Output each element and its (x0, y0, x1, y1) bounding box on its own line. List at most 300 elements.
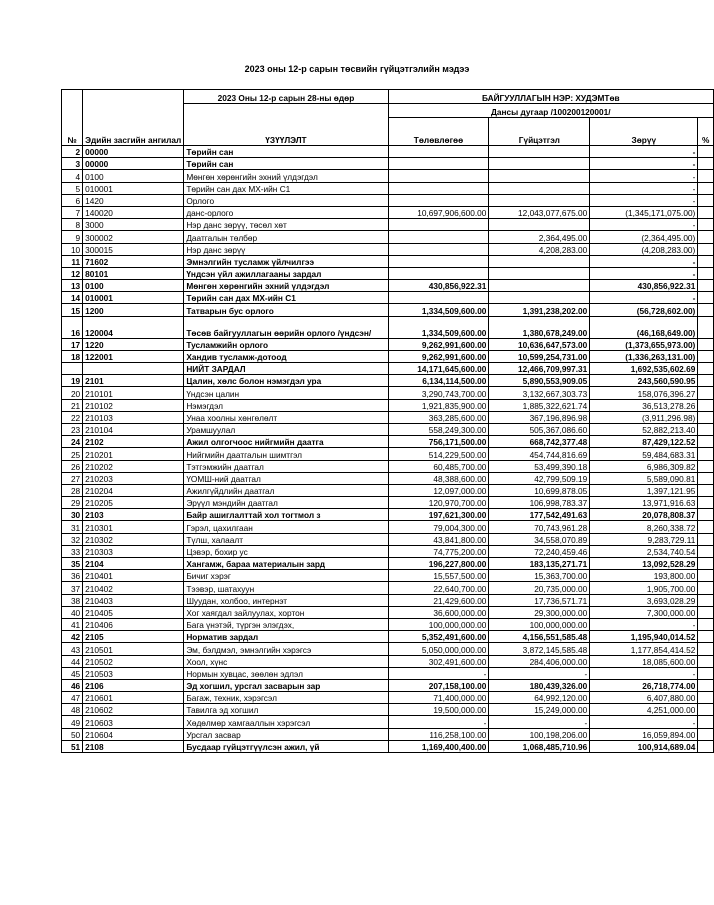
row-pct (698, 411, 714, 423)
row-pct (698, 170, 714, 182)
row-diff: (2,364,495.00) (590, 231, 698, 243)
row-code: 122001 (83, 350, 184, 362)
row-code: 140020 (83, 206, 184, 218)
table-row (62, 484, 714, 496)
row-plan: 71,400,000.00 (388, 692, 489, 704)
row-code: 120004 (83, 316, 184, 338)
row-number: 8 (62, 219, 83, 231)
row-actual: 10,636,647,573.00 (489, 338, 590, 350)
row-number: 38 (62, 594, 83, 606)
row-plan: 197,621,300.00 (388, 509, 489, 521)
row-diff: 6,986,309.82 (590, 460, 698, 472)
row-actual: 3,132,667,303.73 (489, 387, 590, 399)
row-number: 31 (62, 521, 83, 533)
row-code: 00000 (83, 146, 184, 158)
row-name: Үндсэн үйл ажиллагааны зардал (184, 267, 388, 279)
table-row (62, 594, 714, 606)
row-number: 32 (62, 533, 83, 545)
row-pct (698, 631, 714, 643)
row-actual (489, 267, 590, 279)
row-pct (698, 667, 714, 679)
row-plan: 43,841,800.00 (388, 533, 489, 545)
row-number: 19 (62, 375, 83, 387)
row-number: 10 (62, 243, 83, 255)
row-name: Татварын бус орлого (184, 304, 388, 316)
row-name: Нормын хувцас, зөөлөн эдлэл (184, 667, 388, 679)
row-pct (698, 375, 714, 387)
row-diff: - (590, 267, 698, 279)
row-actual: - (489, 667, 590, 679)
row-diff: 100,914,689.04 (590, 740, 698, 752)
row-diff: - (590, 194, 698, 206)
row-diff: - (590, 667, 698, 679)
table-row (62, 545, 714, 557)
row-plan: 74,775,200.00 (388, 545, 489, 557)
table-row (62, 606, 714, 618)
row-pct (698, 716, 714, 728)
row-diff: 36,513,278.26 (590, 399, 698, 411)
row-code: 210403 (83, 594, 184, 606)
row-actual: 42,799,509.19 (489, 472, 590, 484)
row-code: 210406 (83, 618, 184, 630)
row-name: Эд хогшил, урсгал засварын зар (184, 679, 388, 691)
table-row (62, 255, 714, 267)
row-actual (489, 280, 590, 292)
header-actual: Гүйцэтгэл (489, 118, 590, 146)
row-number: 37 (62, 582, 83, 594)
header-org: БАЙГУУЛЛАГЫН НЭР: ХУДЭМТөв (388, 90, 713, 104)
row-name: Ажил олгогчоос нийгмийн даатга (184, 436, 388, 448)
row-code: 210205 (83, 497, 184, 509)
row-code: 2104 (83, 558, 184, 570)
row-number: 28 (62, 484, 83, 496)
table-row (62, 692, 714, 704)
row-actual: 668,742,377.48 (489, 436, 590, 448)
row-number: 30 (62, 509, 83, 521)
table-row (62, 497, 714, 509)
row-code: 2106 (83, 679, 184, 691)
row-name: Тусламжийн орлого (184, 338, 388, 350)
row-pct (698, 436, 714, 448)
row-diff: 1,397,121.95 (590, 484, 698, 496)
row-pct (698, 704, 714, 716)
row-number: 43 (62, 643, 83, 655)
row-diff: 87,429,122.52 (590, 436, 698, 448)
row-code: 210503 (83, 667, 184, 679)
header-plan: Төлөвлөгөө (388, 118, 489, 146)
header-diff: Зөрүү (590, 118, 698, 146)
row-plan: - (388, 667, 489, 679)
row-actual: 106,998,783.37 (489, 497, 590, 509)
row-pct (698, 158, 714, 170)
table-row (62, 231, 714, 243)
row-code: 210101 (83, 387, 184, 399)
table-row (62, 460, 714, 472)
row-name: Түлш, халаалт (184, 533, 388, 545)
row-diff: 16,059,894.00 (590, 728, 698, 740)
row-pct (698, 643, 714, 655)
row-diff: (4,208,283.00) (590, 243, 698, 255)
table-row (62, 267, 714, 279)
row-diff: 4,251,000.00 (590, 704, 698, 716)
row-code: 210104 (83, 423, 184, 435)
header-no: № (62, 90, 83, 146)
row-plan (388, 146, 489, 158)
row-number: 24 (62, 436, 83, 448)
row-code: 010001 (83, 182, 184, 194)
row-pct (698, 387, 714, 399)
row-pct (698, 206, 714, 218)
table-row (62, 448, 714, 460)
row-actual: 177,542,491.63 (489, 509, 590, 521)
row-code: 210203 (83, 472, 184, 484)
row-number: 26 (62, 460, 83, 472)
row-code: 210204 (83, 484, 184, 496)
row-code: 1200 (83, 304, 184, 316)
row-pct (698, 399, 714, 411)
row-plan: - (388, 716, 489, 728)
row-code (83, 363, 184, 375)
row-code: 210103 (83, 411, 184, 423)
row-actual: 183,135,271.71 (489, 558, 590, 570)
row-actual (489, 194, 590, 206)
row-pct (698, 231, 714, 243)
row-number: 18 (62, 350, 83, 362)
row-name: Багаж, техник, хэрэгсэл (184, 692, 388, 704)
row-number: 47 (62, 692, 83, 704)
row-pct (698, 350, 714, 362)
row-plan: 116,258,100.00 (388, 728, 489, 740)
row-plan: 60,485,700.00 (388, 460, 489, 472)
row-code: 0100 (83, 170, 184, 182)
table-row (62, 533, 714, 545)
row-name: Тээвэр, шатахуун (184, 582, 388, 594)
row-plan (388, 231, 489, 243)
row-plan (388, 194, 489, 206)
table-row (62, 509, 714, 521)
table-row (62, 158, 714, 170)
row-plan: 1,921,835,900.00 (388, 399, 489, 411)
row-diff: - (590, 716, 698, 728)
row-name: Төрийн сан дах МХ-ийн С1 (184, 292, 388, 304)
row-actual: 72,240,459.46 (489, 545, 590, 557)
row-pct (698, 219, 714, 231)
table-row (62, 740, 714, 752)
table-row (62, 387, 714, 399)
row-name: НИЙТ ЗАРДАЛ (184, 363, 388, 375)
row-code: 210501 (83, 643, 184, 655)
row-pct (698, 582, 714, 594)
row-plan: 756,171,500.00 (388, 436, 489, 448)
row-actual (489, 158, 590, 170)
row-diff: 13,971,916.63 (590, 497, 698, 509)
row-plan: 79,004,300.00 (388, 521, 489, 533)
row-name: Төрийн сан дах МХ-ийн С1 (184, 182, 388, 194)
row-pct (698, 267, 714, 279)
table-row (62, 375, 714, 387)
header-indicator: ҮЗҮҮЛЭЛТ (184, 104, 388, 146)
table-row (62, 350, 714, 362)
row-plan: 36,600,000.00 (388, 606, 489, 618)
row-pct (698, 533, 714, 545)
table-row (62, 316, 714, 338)
row-plan: 12,097,000.00 (388, 484, 489, 496)
row-code: 210201 (83, 448, 184, 460)
row-name: Гэрэл, цахилгаан (184, 521, 388, 533)
table-row (62, 631, 714, 643)
row-diff: 52,882,213.40 (590, 423, 698, 435)
row-code: 2102 (83, 436, 184, 448)
row-actual: 15,363,700.00 (489, 570, 590, 582)
row-name: Тэтгэмжийн даатгал (184, 460, 388, 472)
row-pct (698, 255, 714, 267)
row-name: Хог хаягдал зайлуулах, хортон (184, 606, 388, 618)
row-plan (388, 182, 489, 194)
row-pct (698, 679, 714, 691)
table-row (62, 411, 714, 423)
row-pct (698, 243, 714, 255)
row-number: 20 (62, 387, 83, 399)
header-date: 2023 Оны 12-р сарын 28-ны өдөр (184, 90, 388, 104)
row-actual: 4,156,551,585.48 (489, 631, 590, 643)
row-pct (698, 472, 714, 484)
row-code: 2105 (83, 631, 184, 643)
row-plan: 5,352,491,600.00 (388, 631, 489, 643)
row-plan: 14,171,645,600.00 (388, 363, 489, 375)
row-plan: 120,970,700.00 (388, 497, 489, 509)
row-code: 1420 (83, 194, 184, 206)
row-plan (388, 219, 489, 231)
row-code: 300015 (83, 243, 184, 255)
table-row (62, 423, 714, 435)
row-plan: 207,158,100.00 (388, 679, 489, 691)
row-diff: 9,283,729.11 (590, 533, 698, 545)
row-number: 23 (62, 423, 83, 435)
row-code: 300002 (83, 231, 184, 243)
table-row (62, 436, 714, 448)
row-diff: (46,168,649.00) (590, 316, 698, 338)
row-name: Мөнгөн хөрөнгийн эхний үлдэгдэл (184, 280, 388, 292)
row-actual: 64,992,120.00 (489, 692, 590, 704)
table-row (62, 146, 714, 158)
table-row (62, 618, 714, 630)
row-number: 6 (62, 194, 83, 206)
row-actual: 3,872,145,585.48 (489, 643, 590, 655)
row-diff: 1,905,700.00 (590, 582, 698, 594)
row-actual: 4,208,283.00 (489, 243, 590, 255)
table-row (62, 716, 714, 728)
table-row (62, 570, 714, 582)
report-title: 2023 оны 12-р сарын төсвийн гүйцэтгэлийн мэдээ (244, 64, 470, 74)
row-number: 41 (62, 618, 83, 630)
row-diff: - (590, 158, 698, 170)
row-plan: 302,491,600.00 (388, 655, 489, 667)
row-code: 1220 (83, 338, 184, 350)
row-plan (388, 170, 489, 182)
row-number: 49 (62, 716, 83, 728)
table-row (62, 399, 714, 411)
row-number: 51 (62, 740, 83, 752)
row-number: 21 (62, 399, 83, 411)
row-pct (698, 740, 714, 752)
row-plan: 22,640,700.00 (388, 582, 489, 594)
header-pct: % (698, 118, 714, 146)
table-row (62, 679, 714, 691)
row-number: 3 (62, 158, 83, 170)
table-row (62, 704, 714, 716)
row-actual: 100,000,000.00 (489, 618, 590, 630)
row-plan: 1,169,400,400.00 (388, 740, 489, 752)
row-name: Төсөв байгууллагын өөрийн орлого /үндсэн/ (184, 316, 388, 338)
row-plan (388, 267, 489, 279)
row-actual: 20,735,000.00 (489, 582, 590, 594)
row-plan: 196,227,800.00 (388, 558, 489, 570)
row-number: 40 (62, 606, 83, 618)
row-diff: 193,800.00 (590, 570, 698, 582)
row-actual: 1,885,322,621.74 (489, 399, 590, 411)
row-actual: 1,068,485,710.96 (489, 740, 590, 752)
row-number: 29 (62, 497, 83, 509)
row-code: 210601 (83, 692, 184, 704)
row-plan: 430,856,922.31 (388, 280, 489, 292)
row-pct (698, 304, 714, 316)
row-pct (698, 728, 714, 740)
row-diff: 158,076,396.27 (590, 387, 698, 399)
row-code: 210603 (83, 716, 184, 728)
row-diff: (1,345,171,075.00) (590, 206, 698, 218)
row-pct (698, 194, 714, 206)
row-name: Шуудан, холбоо, интернэт (184, 594, 388, 606)
row-name: Цэвэр, бохир ус (184, 545, 388, 557)
row-number: 48 (62, 704, 83, 716)
row-plan: 363,285,600.00 (388, 411, 489, 423)
row-actual (489, 292, 590, 304)
row-code: 210401 (83, 570, 184, 582)
row-pct (698, 363, 714, 375)
row-diff: - (590, 255, 698, 267)
row-actual: 454,744,816.69 (489, 448, 590, 460)
row-plan: 3,290,743,700.00 (388, 387, 489, 399)
row-name: Норматив зардал (184, 631, 388, 643)
row-actual: 505,367,086.60 (489, 423, 590, 435)
table-row (62, 292, 714, 304)
row-pct (698, 545, 714, 557)
row-plan: 19,500,000.00 (388, 704, 489, 716)
row-number: 11 (62, 255, 83, 267)
row-pct (698, 280, 714, 292)
row-name: Унаа хоолны хөнгөлөлт (184, 411, 388, 423)
row-code: 3000 (83, 219, 184, 231)
row-diff: 8,260,338.72 (590, 521, 698, 533)
row-number: 16 (62, 316, 83, 338)
row-pct (698, 316, 714, 338)
row-number: 12 (62, 267, 83, 279)
row-actual: 12,043,077,675.00 (489, 206, 590, 218)
row-number: 25 (62, 448, 83, 460)
row-number: 2 (62, 146, 83, 158)
row-diff: - (590, 170, 698, 182)
row-diff: - (590, 146, 698, 158)
row-diff: - (590, 292, 698, 304)
row-plan: 6,134,114,500.00 (388, 375, 489, 387)
row-name: Тавилга эд хогшил (184, 704, 388, 716)
row-plan: 15,557,500.00 (388, 570, 489, 582)
row-actual: 15,249,000.00 (489, 704, 590, 716)
row-name: Төрийн сан (184, 146, 388, 158)
row-code: 210303 (83, 545, 184, 557)
row-diff: 18,085,600.00 (590, 655, 698, 667)
row-actual (489, 219, 590, 231)
row-code: 2108 (83, 740, 184, 752)
row-actual: 10,599,254,731.00 (489, 350, 590, 362)
row-number: 7 (62, 206, 83, 218)
row-number: 36 (62, 570, 83, 582)
row-number: 44 (62, 655, 83, 667)
row-diff: - (590, 618, 698, 630)
row-diff: (56,728,602.00) (590, 304, 698, 316)
row-diff: 7,300,000.00 (590, 606, 698, 618)
header-code: Эдийн засгийн ангилал (83, 90, 184, 146)
row-pct (698, 570, 714, 582)
row-pct (698, 338, 714, 350)
row-code: 210402 (83, 582, 184, 594)
row-actual: 53,499,390.18 (489, 460, 590, 472)
budget-table (61, 89, 714, 753)
row-actual: 367,196,896.98 (489, 411, 590, 423)
row-plan: 100,000,000.00 (388, 618, 489, 630)
row-pct (698, 618, 714, 630)
row-name: Нэр данс зөрүү, төсөл хөт (184, 219, 388, 231)
row-number: 15 (62, 304, 83, 316)
row-actual: 100,198,206.00 (489, 728, 590, 740)
row-name: Эм, бэлдмэл, эмнэлгийн хэрэгсэ (184, 643, 388, 655)
row-pct (698, 484, 714, 496)
row-actual (489, 170, 590, 182)
row-name: Эрүүл мэндийн даатгал (184, 497, 388, 509)
row-code: 2103 (83, 509, 184, 521)
row-code: 00000 (83, 158, 184, 170)
row-pct (698, 692, 714, 704)
table-row (62, 219, 714, 231)
row-pct (698, 497, 714, 509)
row-name: Үндсэн цалин (184, 387, 388, 399)
table-row (62, 558, 714, 570)
row-actual (489, 255, 590, 267)
row-plan: 10,697,906,600.00 (388, 206, 489, 218)
row-pct (698, 448, 714, 460)
row-name: Даатгалын төлбөр (184, 231, 388, 243)
row-pct (698, 460, 714, 472)
header-account: Дансы дугаар /100200120001/ (388, 104, 713, 118)
table-row (62, 194, 714, 206)
row-code: 2101 (83, 375, 184, 387)
row-number: 42 (62, 631, 83, 643)
row-diff: 3,693,028.29 (590, 594, 698, 606)
row-diff: 1,177,854,414.52 (590, 643, 698, 655)
row-pct (698, 292, 714, 304)
row-diff: 1,195,940,014.52 (590, 631, 698, 643)
row-number: 46 (62, 679, 83, 691)
row-actual: 5,890,553,909.05 (489, 375, 590, 387)
row-number: 5 (62, 182, 83, 194)
row-plan: 5,050,000,000.00 (388, 643, 489, 655)
table-row (62, 521, 714, 533)
row-name: Байр ашиглалттай хол тогтмол з (184, 509, 388, 521)
row-code: 210102 (83, 399, 184, 411)
table-row (62, 304, 714, 316)
row-diff: 430,856,922.31 (590, 280, 698, 292)
table-row (62, 655, 714, 667)
